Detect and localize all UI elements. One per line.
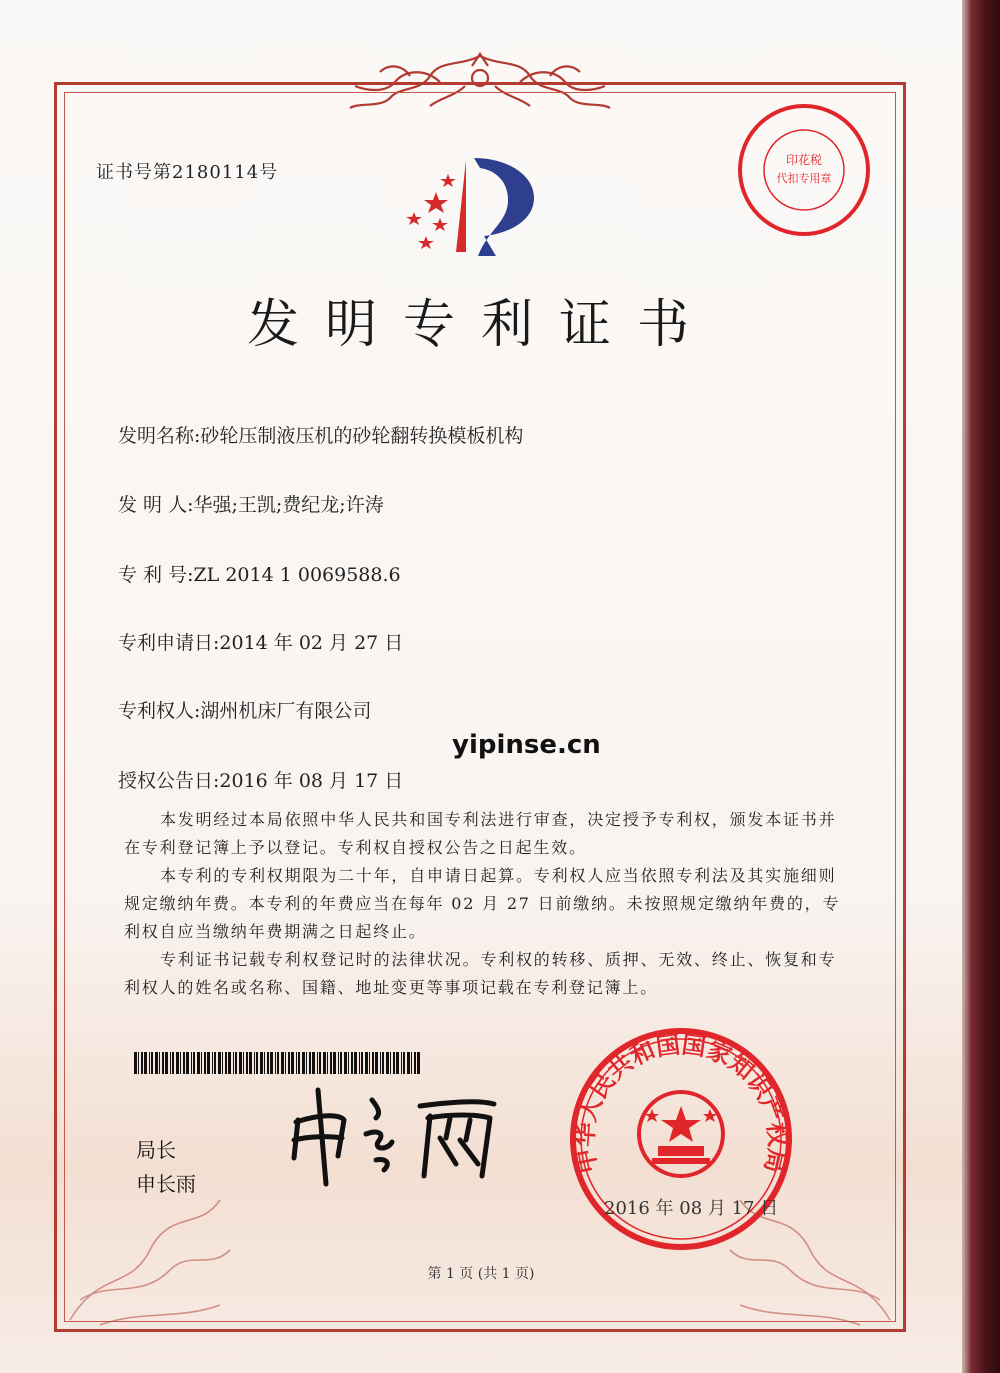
barcode-bar: [233, 1052, 234, 1074]
barcode-bar: [228, 1052, 231, 1074]
patentee-label: 专利权人:: [118, 700, 201, 722]
barcode-bar: [193, 1052, 195, 1074]
barcode-bar: [256, 1052, 258, 1074]
page-number: 第 1 页 (共 1 页): [427, 1266, 535, 1282]
barcode-bar: [249, 1052, 252, 1074]
svg-text:代扣专用章: 代扣专用章: [776, 172, 832, 185]
barcode-bar: [218, 1052, 221, 1074]
body-paragraph-1: 本发明经过本局依照中华人民共和国专利法进行审查，决定授予专利权，颁发本证书并在专利登记簿上予以登记。专利权自授权公告之日起生效。: [124, 810, 837, 857]
barcode-bar: [134, 1052, 137, 1074]
barcode-bar: [151, 1052, 153, 1074]
barcode-bar: [141, 1052, 143, 1074]
svg-text:中华人民共和国国家知识产权局: 中华人民共和国国家知识产权局: [569, 1029, 793, 1176]
barcode-bar: [393, 1052, 395, 1074]
inventors-label: 发 明 人:: [118, 494, 194, 516]
barcode-bar: [306, 1052, 307, 1074]
barcode-bar: [333, 1052, 336, 1074]
field-patentee: [118, 696, 371, 723]
barcode-bar: [298, 1052, 300, 1074]
body-paragraph-2: 本专利的专利权期限为二十年，自申请日起算。专利权人应当依照专利法及其实施细则规定缴纳年费。本专利的年费应当在每年 02 月 27 日前缴纳。未按照规定缴纳年费的，专利权自应当缴纳年费期满之日起终止。: [124, 866, 841, 941]
grant-date-label: 授权公告日:: [118, 770, 220, 792]
barcode-bar: [235, 1052, 237, 1074]
patent-office-logo-icon: [396, 152, 546, 262]
barcode-bar: [260, 1052, 263, 1074]
barcode-bar: [340, 1052, 342, 1074]
barcode-bar: [359, 1052, 360, 1074]
barcode-bar: [380, 1052, 381, 1074]
barcode-bar: [319, 1052, 321, 1074]
barcode-bar: [414, 1052, 416, 1074]
barcode-bar: [390, 1052, 391, 1074]
signatory-title: 局长: [136, 1138, 176, 1162]
barcode-bar: [348, 1052, 349, 1074]
barcode-bar: [162, 1052, 164, 1074]
barcode-bar: [207, 1052, 210, 1074]
signatory-name: 申长雨: [136, 1172, 196, 1196]
barcode-bar: [183, 1052, 185, 1074]
handwritten-signature: [280, 1080, 510, 1190]
seal-date: 2016 年 08 月 17 日: [604, 1198, 779, 1219]
barcode-bar: [351, 1052, 353, 1074]
barcode-bar: [354, 1052, 357, 1074]
barcode-bar: [277, 1052, 279, 1074]
field-filing-date: [118, 628, 403, 655]
binding-spine: [962, 0, 1000, 1373]
barcode-bar: [191, 1052, 192, 1074]
barcode-bar: [417, 1052, 420, 1074]
barcode-bar: [375, 1052, 378, 1074]
barcode-bar: [155, 1052, 158, 1074]
body-paragraph-3: 专利证书记载专利权登记时的法律状况。专利权的转移、质押、无效、终止、恢复和专利权人的姓名或名称、国籍、地址变更等事项记载在专利登记簿上。: [124, 950, 837, 997]
barcode-bar: [288, 1052, 290, 1074]
barcode-bar: [246, 1052, 248, 1074]
field-inventors: [118, 490, 384, 517]
barcode-bar: [330, 1052, 332, 1074]
filing-date-value: 2014 年 02 月 27 日: [219, 632, 404, 654]
barcode-bar: [407, 1052, 410, 1074]
barcode-bar: [180, 1052, 181, 1074]
barcode-bar: [285, 1052, 286, 1074]
barcode-bar: [312, 1052, 315, 1074]
filing-date-label: 专利申请日:: [118, 632, 220, 654]
svg-text:印花税: 印花税: [785, 153, 823, 167]
barcode-bar: [291, 1052, 294, 1074]
barcode-bar: [264, 1052, 265, 1074]
document-title: 发明专利证书: [246, 295, 715, 355]
barcode-bar: [243, 1052, 244, 1074]
patent-number-label: 专 利 号:: [118, 564, 194, 586]
barcode-bar: [172, 1052, 174, 1074]
barcode-bar: [327, 1052, 328, 1074]
barcode-bar: [267, 1052, 269, 1074]
barcode-bar: [411, 1052, 412, 1074]
barcode-bar: [170, 1052, 171, 1074]
barcode-bar: [338, 1052, 339, 1074]
barcode-bar: [197, 1052, 200, 1074]
field-grant-date: [118, 766, 403, 793]
grant-date-value: 2016 年 08 月 17 日: [219, 770, 404, 792]
barcode-bar: [176, 1052, 179, 1074]
barcode-bar: [239, 1052, 242, 1074]
field-invention-name: [118, 421, 523, 448]
barcode-bar: [138, 1052, 139, 1074]
barcode-bar: [382, 1052, 384, 1074]
website-watermark: yipinse.cn: [452, 730, 601, 760]
invention-name-value: 砂轮压制液压机的砂轮翻转换模板机构: [200, 425, 524, 447]
barcode-bar: [270, 1052, 273, 1074]
barcode-bar: [281, 1052, 284, 1074]
barcode-bar: [302, 1052, 305, 1074]
barcode-bar: [344, 1052, 347, 1074]
patent-number-value: ZL 2014 1 0069588.6: [193, 564, 401, 586]
inventors-value: 华强;王凯;费纪龙;许涛: [193, 494, 384, 516]
barcode-bar: [144, 1052, 147, 1074]
barcode-bar: [309, 1052, 311, 1074]
barcode-bar: [149, 1052, 150, 1074]
barcode-bar: [225, 1052, 227, 1074]
barcode-bar: [372, 1052, 374, 1074]
barcode-bar: [365, 1052, 368, 1074]
patentee-value: 湖州机床厂有限公司: [200, 700, 372, 722]
barcode-bar: [214, 1052, 216, 1074]
barcode-bar: [361, 1052, 363, 1074]
barcode-bar: [222, 1052, 223, 1074]
certificate-number: 证书号第2180114号: [96, 162, 279, 183]
barcode-bar: [159, 1052, 160, 1074]
barcode-bar: [212, 1052, 213, 1074]
barcode-bar: [204, 1052, 206, 1074]
barcode-bar: [186, 1052, 189, 1074]
barcode-bar: [403, 1052, 405, 1074]
barcode-bar: [323, 1052, 326, 1074]
barcode-bar: [386, 1052, 389, 1074]
barcode-bar: [401, 1052, 402, 1074]
invention-name-label: 发明名称:: [118, 425, 201, 447]
barcode: [134, 1052, 420, 1074]
barcode-bar: [165, 1052, 168, 1074]
barcode-bar: [369, 1052, 370, 1074]
barcode-bar: [296, 1052, 297, 1074]
barcode-bar: [317, 1052, 318, 1074]
barcode-bar: [275, 1052, 276, 1074]
tax-stamp-seal: [734, 100, 874, 240]
barcode-bar: [201, 1052, 202, 1074]
field-patent-number: [118, 560, 401, 587]
barcode-bar: [254, 1052, 255, 1074]
barcode-bar: [396, 1052, 399, 1074]
